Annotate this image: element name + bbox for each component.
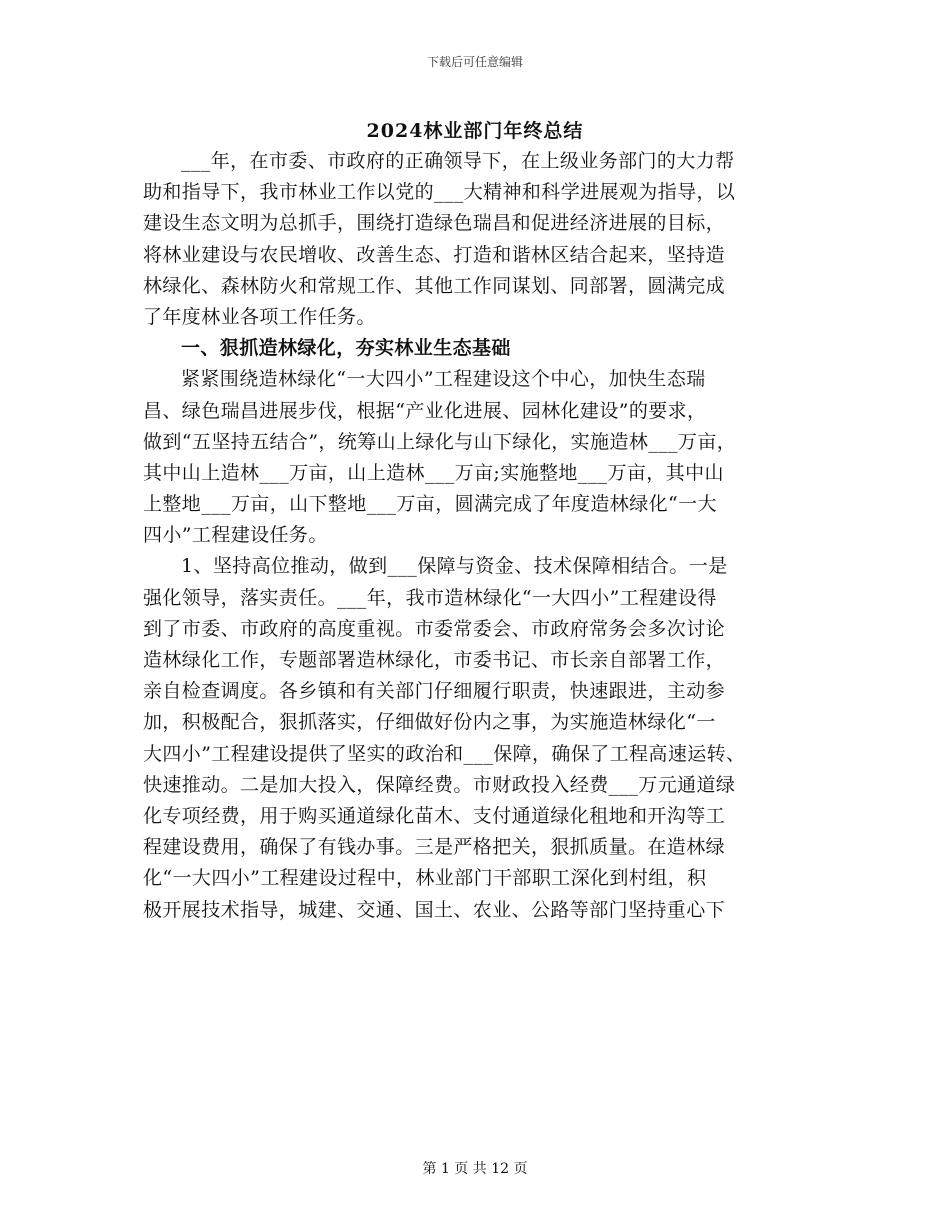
- paragraph-line: 将林业建设与农民增收、改善生态、打造和谐林区结合起来，坚持造: [143, 243, 726, 266]
- section-heading: 一、狠抓造林绿化，夯实林业生态基础: [181, 337, 511, 360]
- paragraph-line: 极开展技术指导，城建、交通、国土、农业、公路等部门坚持重心下: [143, 898, 726, 921]
- paragraph-line: 昌、绿色瑞昌进展步伐，根据“产业化进展、园林化建设”的要求，: [143, 399, 707, 422]
- paragraph-line: 亲自检查调度。各乡镇和有关部门仔细履行职责，快速跟进，主动参: [143, 680, 726, 703]
- paragraph-line: 建设生态文明为总抓手，围绕打造绿色瑞昌和促进经济进展的目标，: [143, 212, 726, 235]
- paragraph-line: 上整地___万亩，山下整地___万亩，圆满完成了年度造林绿化“一大: [143, 493, 717, 516]
- paragraph-line: 紧紧围绕造林绿化“一大四小”工程建设这个中心，加快生态瑞: [181, 368, 706, 391]
- paragraph-line: 到了市委、市政府的高度重视。市委常委会、市政府常务会多次讨论: [143, 617, 726, 640]
- paragraph-line: 造林绿化工作，专题部署造林绿化，市委书记、市长亲自部署工作，: [143, 649, 726, 671]
- paragraph-line: 做到“五坚持五结合”，统筹山上绿化与山下绿化，实施造林___万亩，: [143, 430, 737, 453]
- paragraph-line: 1、坚持高位推动，做到___保障与资金、技术保障相结合。一是: [181, 555, 728, 578]
- paragraph-line: 了年度林业各项工作任务。: [143, 305, 376, 328]
- paragraph-line: 其中山上造林___万亩，山上造林___万亩;实施整地___万亩，其中山: [143, 461, 724, 484]
- document-body: [143, 146, 803, 926]
- paragraph-line: 快速推动。二是加大投入，保障经费。市财政投入经费___万元通道绿: [143, 773, 736, 796]
- paragraph-line: 林绿化、森林防火和常规工作、其他工作同谋划、同部署，圆满完成: [143, 274, 726, 297]
- header-note: 下载后可任意编辑: [426, 55, 523, 69]
- paragraph-line: 助和指导下，我市林业工作以党的___大精神和科学进展观为指导，以: [143, 181, 736, 204]
- paragraph-line: 加，积极配合，狠抓落实，仔细做好份内之事，为实施造林绿化“一: [143, 711, 716, 734]
- document-title: 2024林业部门年终总结: [366, 120, 584, 142]
- paragraph-line: 强化领导，落实责任。___年，我市造林绿化“一大四小”工程建设得: [143, 586, 717, 609]
- paragraph-line: 程建设费用，确保了有钱办事。三是严格把关，狠抓质量。在造林绿: [143, 836, 726, 859]
- paragraph-line: 四小”工程建设任务。: [143, 524, 328, 547]
- page-footer: 第 1 页 共 12 页: [422, 1161, 528, 1177]
- paragraph-line: 化“一大四小”工程建设过程中，林业部门干部职工深化到村组，积: [143, 867, 707, 890]
- paragraph-line: 化专项经费，用于购买通道绿化苗木、支付通道绿化租地和开沟等工: [143, 804, 726, 827]
- paragraph-line: 大四小”工程建设提供了坚实的政治和___保障，确保了工程高速运转、: [143, 742, 746, 765]
- paragraph-line: ___年，在市委、市政府的正确领导下，在上级业务部门的大力帮: [181, 150, 735, 172]
